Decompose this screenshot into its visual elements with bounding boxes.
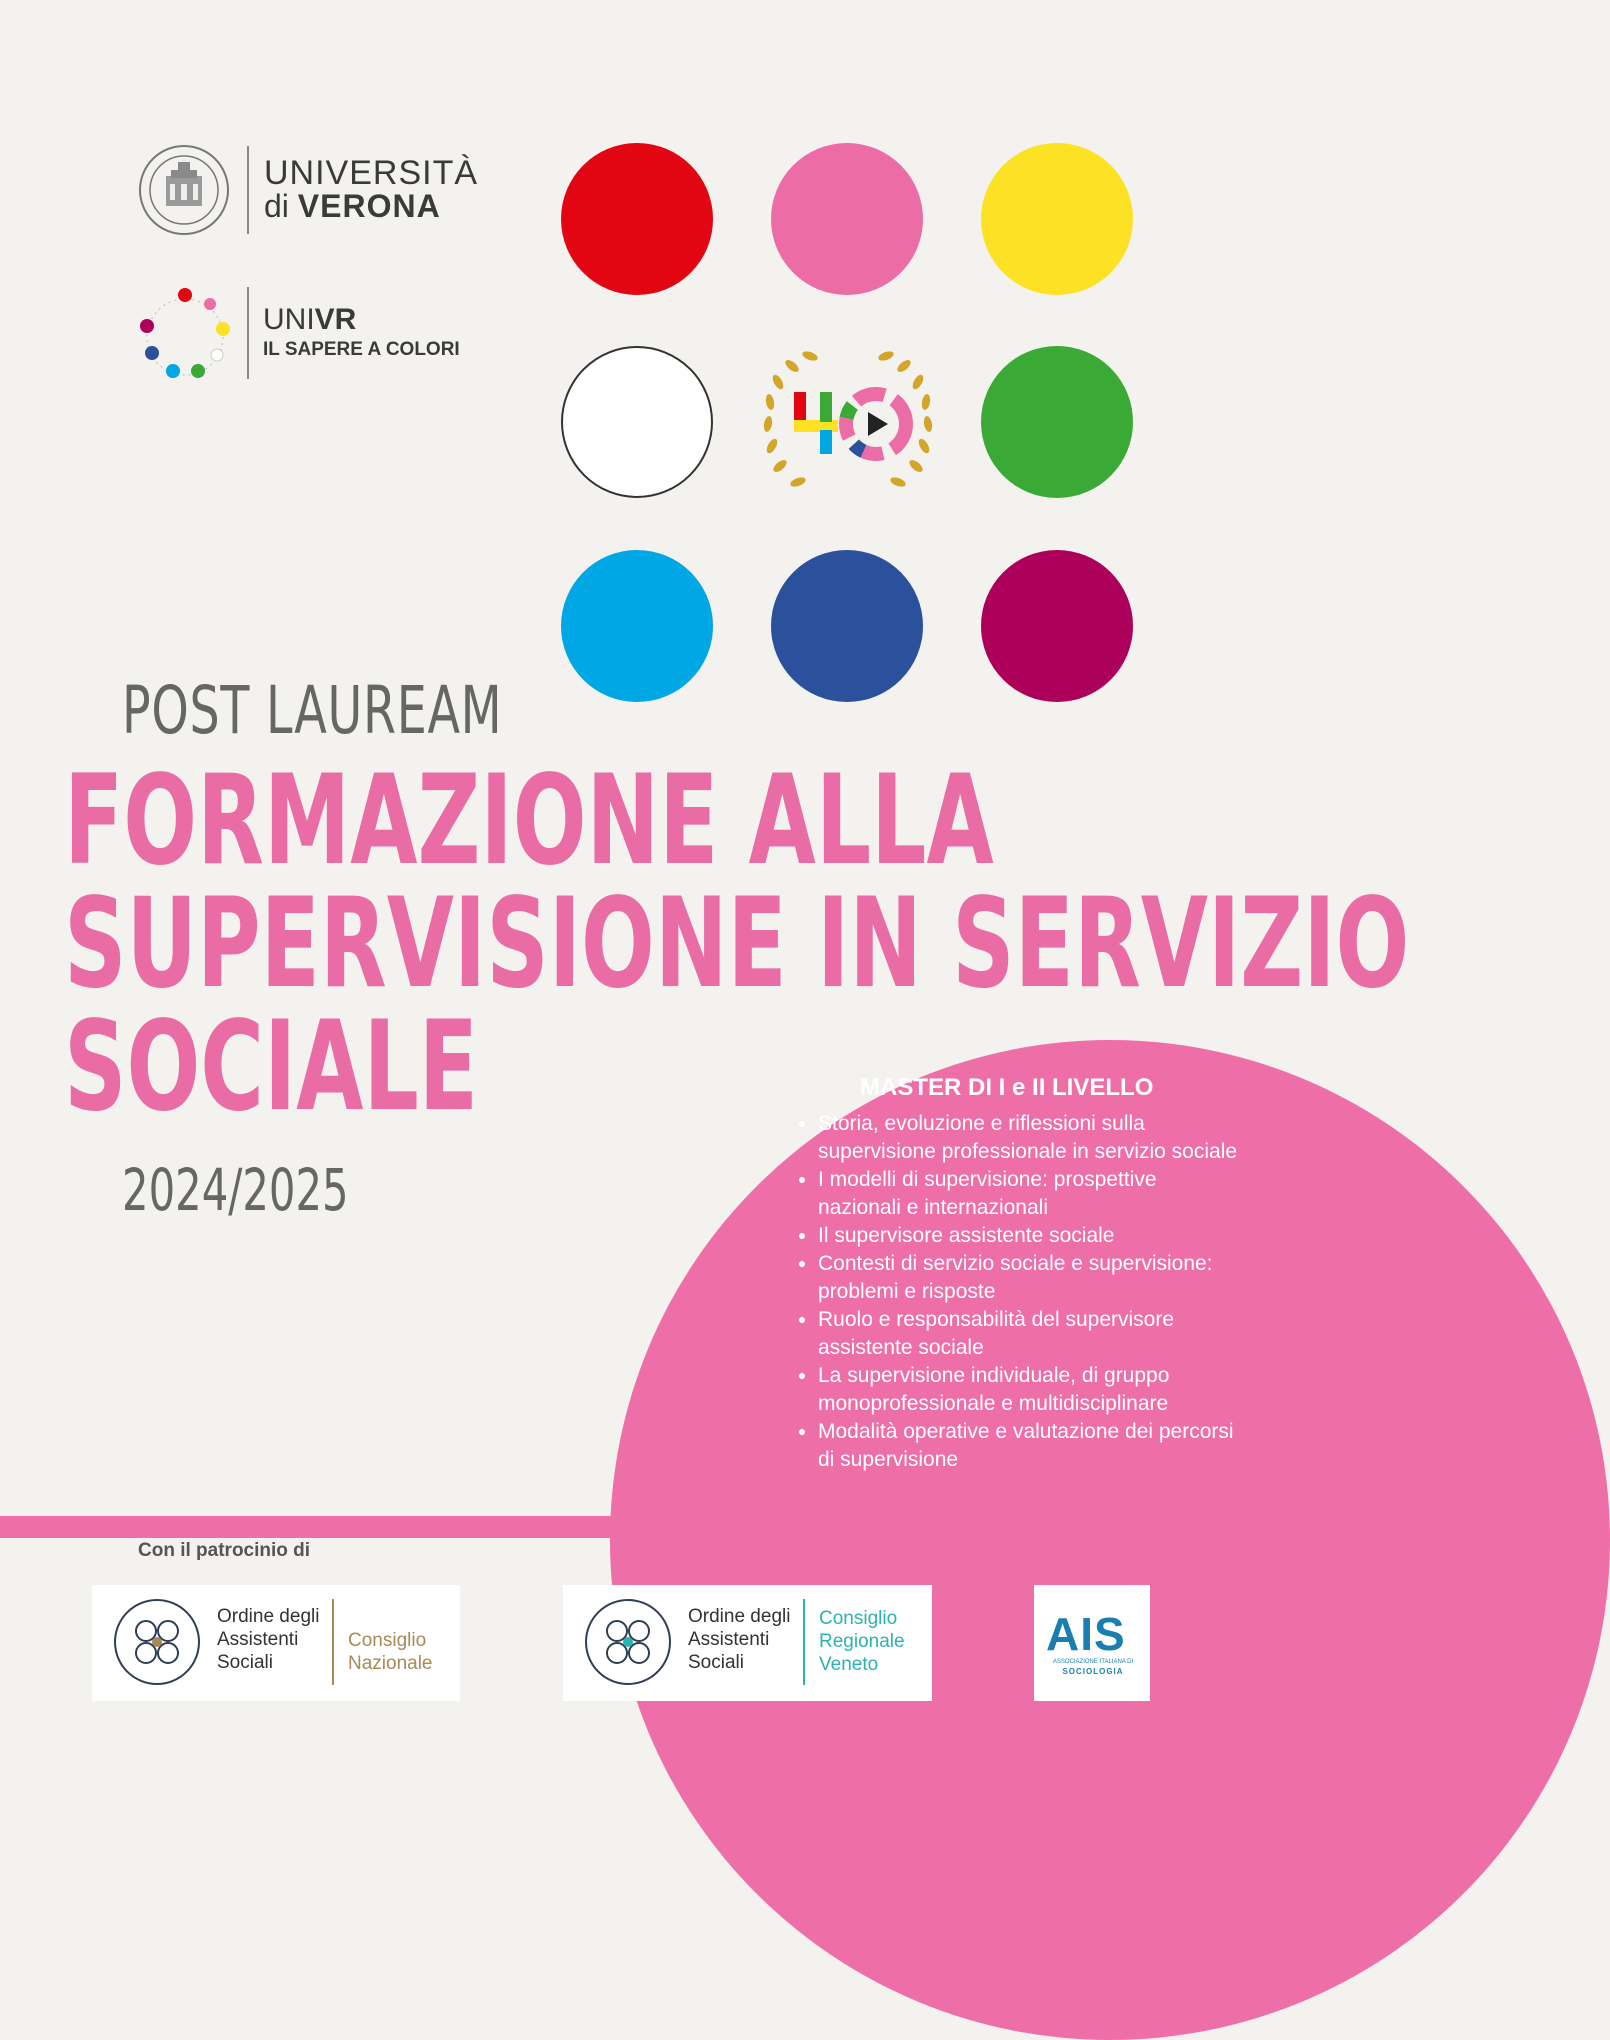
oas-council-name: Consiglio Nazionale — [348, 1630, 433, 1674]
oas-national-logo — [92, 1585, 460, 1701]
list-item: • Storia, evoluzione e riflessioni sulla supervisione professionale in servizio sociale — [818, 1110, 1241, 1166]
title-line: FORMAZIONE ALLA — [64, 749, 994, 893]
light-blue-dot — [561, 550, 713, 702]
anniversary-40-badge-icon — [760, 346, 936, 498]
green-dot — [981, 346, 1133, 498]
oas-knot-emblem-icon — [583, 1597, 673, 1687]
kicker-post-lauream: POST LAUREAM — [122, 672, 503, 749]
list-item: • I modelli di supervisione: prospettive nazionali e internazionali — [818, 1166, 1241, 1222]
univr-tagline: IL SAPERE A COLORI — [263, 339, 460, 360]
color-ring-icon — [135, 285, 235, 385]
oas-org-name: Ordine degli Assistenti Sociali — [688, 1606, 791, 1673]
logo-divider — [332, 1599, 334, 1685]
topics-list — [790, 1110, 1241, 1474]
white-dot — [561, 346, 713, 498]
yellow-dot — [981, 143, 1133, 295]
magenta-dot — [981, 550, 1133, 702]
univr-logo — [135, 285, 460, 385]
oas-council-name: Consiglio Regionale Veneto — [819, 1608, 905, 1675]
patronage-label: Con il patrocinio di — [138, 1540, 311, 1561]
logo-divider — [803, 1599, 805, 1685]
list-item: • La supervisione individuale, di gruppo monoprofessionale e multidisciplinare — [818, 1362, 1241, 1418]
title-line: SUPERVISIONE IN SERVIZIO — [64, 872, 1410, 1016]
list-item: • Modalità operative e valutazione dei percorsi di supervisione — [818, 1418, 1241, 1474]
ais-wordmark: SOCIOLOGIA — [1062, 1667, 1124, 1676]
master-topics-panel — [790, 1074, 1241, 1474]
title-line: SOCIALE — [64, 995, 479, 1139]
oas-veneto-logo — [563, 1585, 932, 1701]
pink-dot — [771, 143, 923, 295]
university-logo — [138, 140, 479, 240]
list-item: • Contesti di servizio sociale e supervisione: problemi e risposte — [818, 1250, 1241, 1306]
university-name-line1: UNIVERSITÀ — [264, 154, 479, 192]
dark-blue-dot — [771, 550, 923, 702]
ais-logo — [1034, 1585, 1150, 1701]
oas-org-name: Ordine degli Assistenti Sociali — [217, 1606, 320, 1673]
list-item: • Il supervisore assistente sociale — [818, 1222, 1241, 1250]
univr-wordmark: UNIVR — [263, 303, 357, 336]
ais-acronym: AIS — [1046, 1608, 1126, 1660]
academic-year: 2024/2025 — [122, 1156, 349, 1224]
logo-divider — [247, 287, 249, 379]
red-dot — [561, 143, 713, 295]
oas-knot-emblem-icon — [112, 1597, 202, 1687]
logo-divider — [247, 146, 249, 234]
list-item: • Ruolo e responsabilità del supervisore assistente sociale — [818, 1306, 1241, 1362]
university-seal-icon — [138, 144, 230, 236]
ais-subtitle: ASSOCIAZIONE ITALIANA DI — [1052, 1659, 1134, 1665]
university-name-line2: di VERONA — [264, 188, 441, 224]
master-level-title: MASTER DI I e II LIVELLO — [860, 1074, 1154, 1101]
